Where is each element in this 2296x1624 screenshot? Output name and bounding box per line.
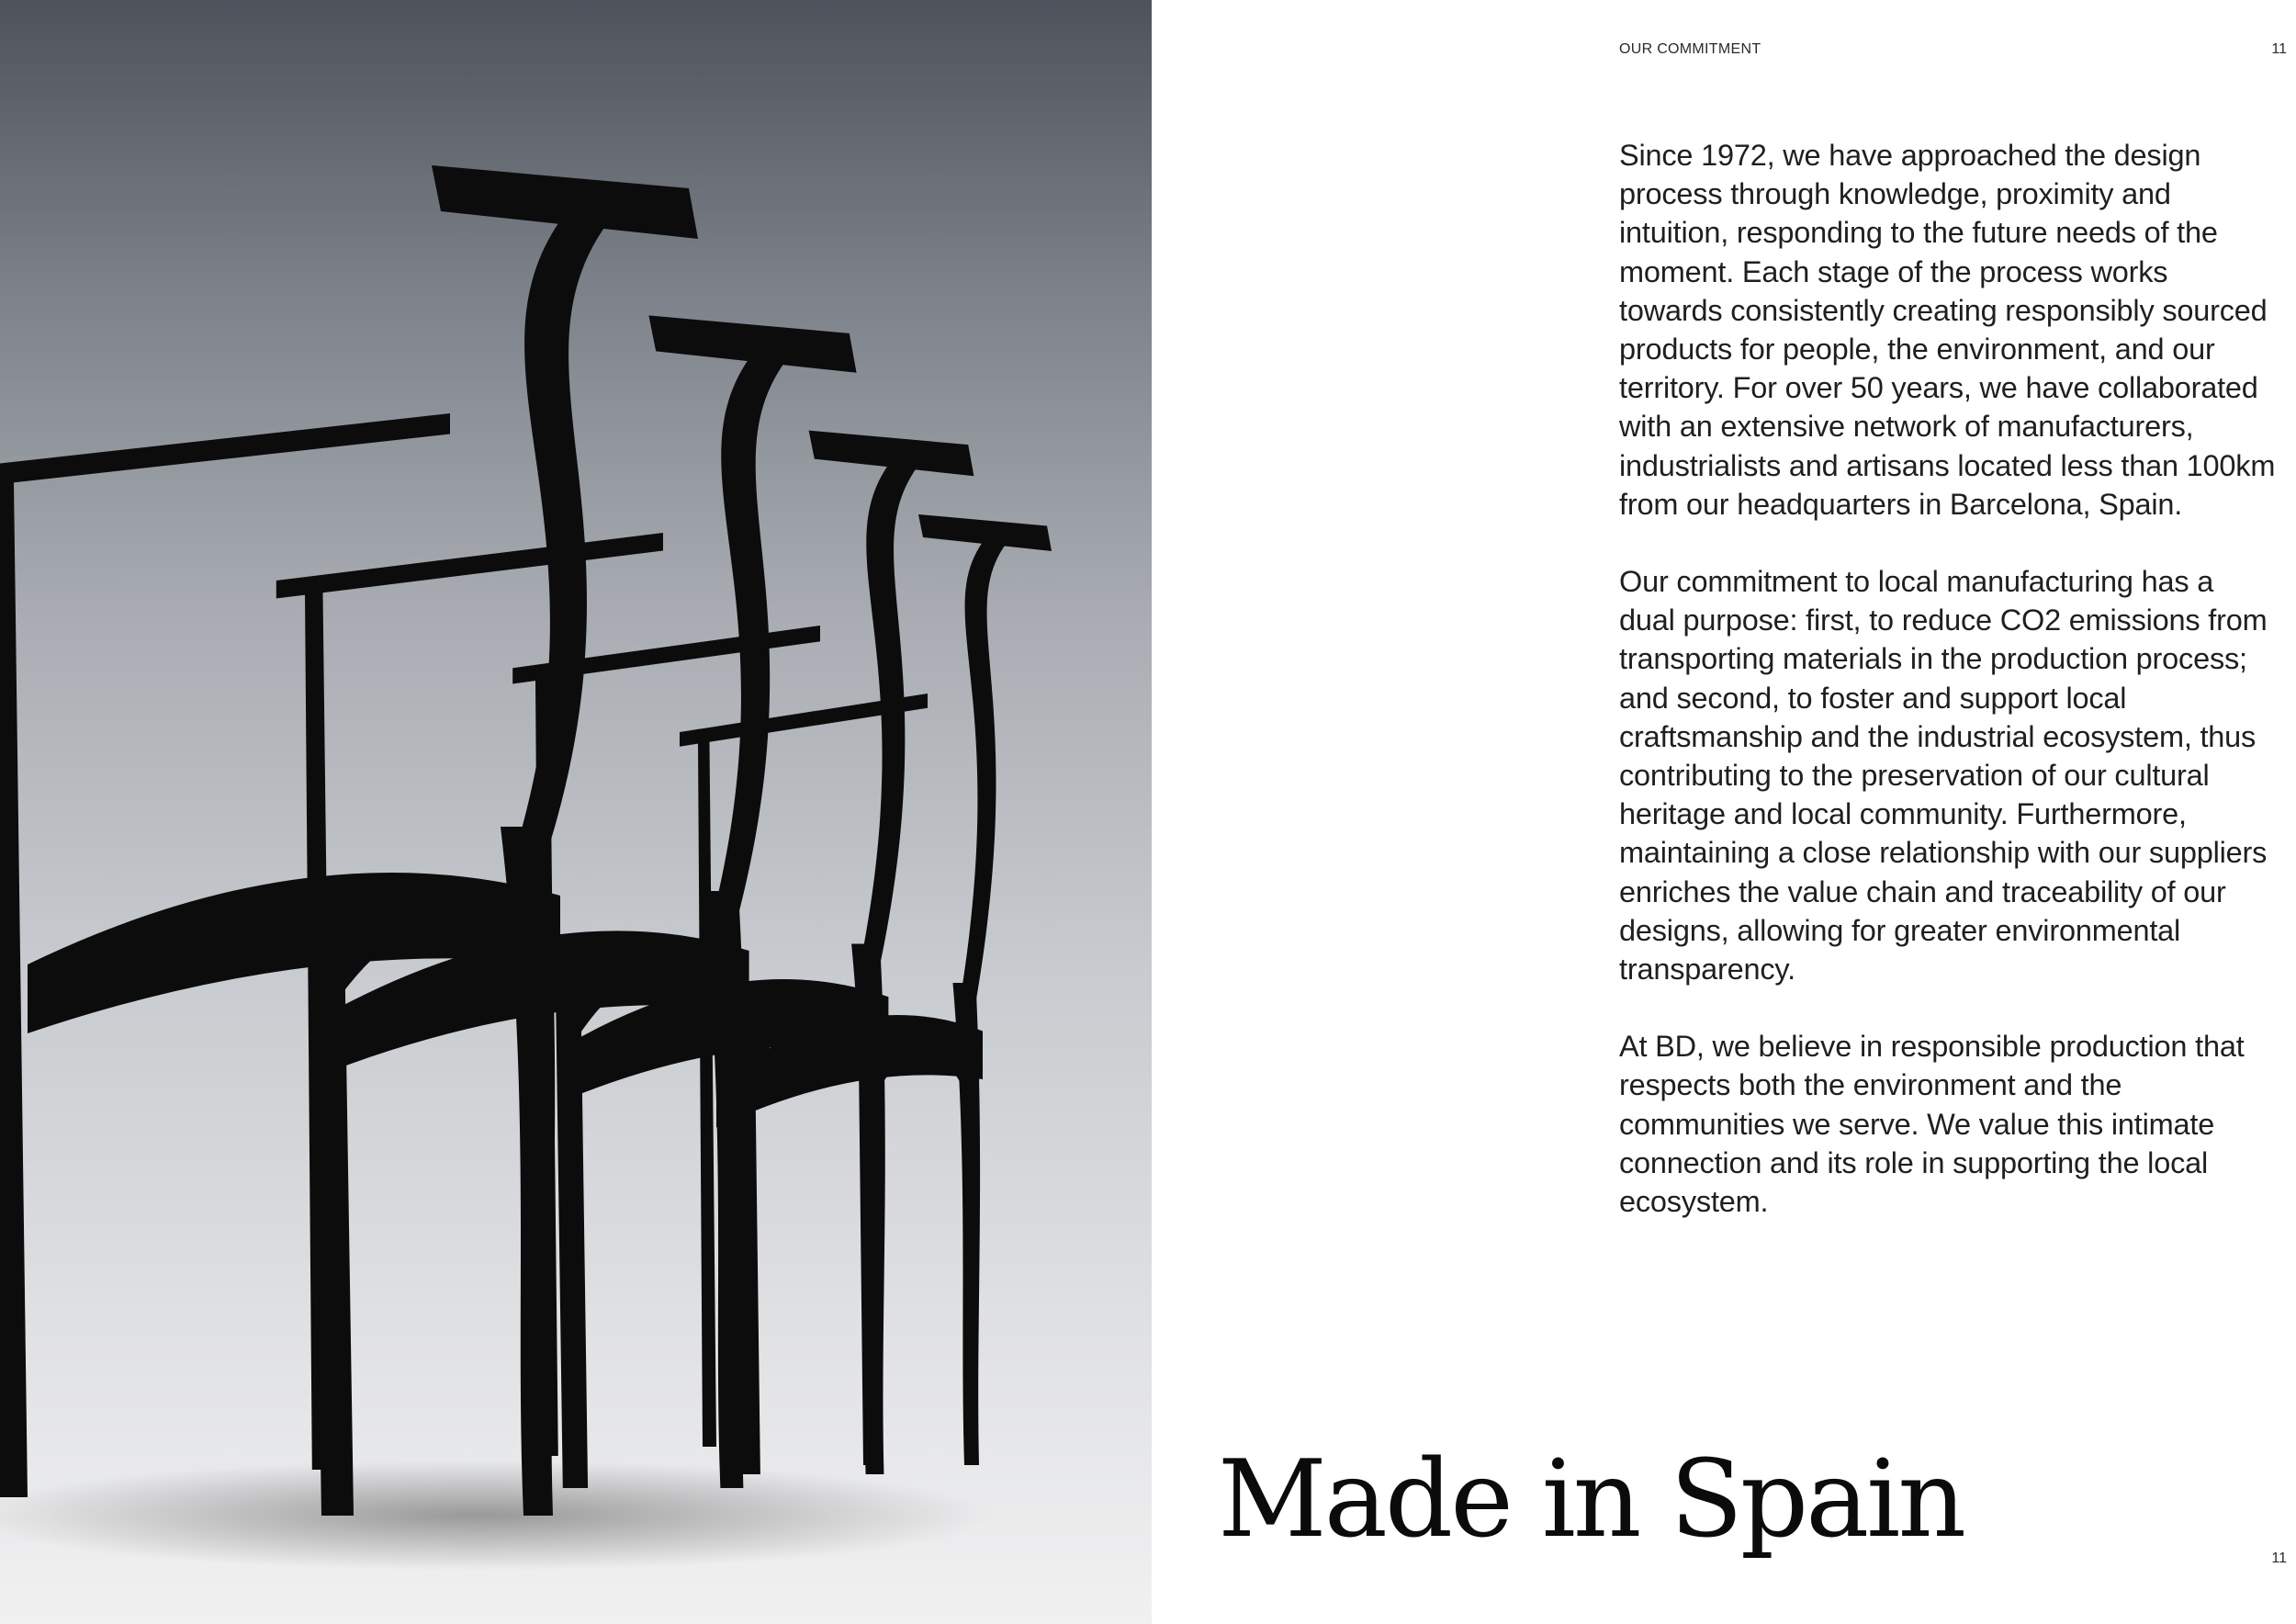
chair-front-leg: [698, 742, 716, 1448]
chair-armrest: [276, 533, 663, 599]
chair-back-splat: [960, 542, 1006, 1002]
chair-front-leg: [0, 482, 28, 1497]
chair-group: [0, 165, 1052, 1571]
chair-back-splat: [514, 220, 606, 854]
section-label: OUR COMMITMENT: [1619, 41, 1761, 57]
body-copy: [1619, 136, 2276, 1259]
paragraph-1: Since 1972, we have approached the design process through knowledge, proximity and intuition, responding to the future needs of the moment. Each stage of the process works towards consistently creating responsibly sourced products for people, the environment, and our territory. For over 50 years, we have collaborated with an extensive network of manufacturers, industrialists and artisans located less than 100km from our headquarters in Barcelona, Spain.: [1619, 139, 2276, 521]
paragraph-3: At BD, we believe in responsible production that respects both the environment and the communities we serve. We value this intimate connection and its role in supporting the local ecosystem.: [1619, 1030, 2245, 1219]
page-number-top: 11: [2271, 41, 2287, 57]
page-number-bottom: 11: [2271, 1551, 2287, 1566]
text-page: [1152, 0, 2296, 1624]
paragraph-2: Our commitment to local manufacturing has a dual purpose: first, to reduce CO2 emissions from transporting materials in the production process; and second, to foster and support local craftsmanship and the industrial ecosystem, thus contributing to the preservation of our cultural heritage and local community. Furthermore, maintaining a close relationship with our suppliers enriches the value chain and traceability of our designs, allowing for greater environmental transparency.: [1619, 565, 2268, 987]
headline: Made in Spain: [1218, 1438, 1964, 1562]
floor-shadow: [0, 1460, 992, 1571]
chair-armrest: [0, 413, 450, 490]
